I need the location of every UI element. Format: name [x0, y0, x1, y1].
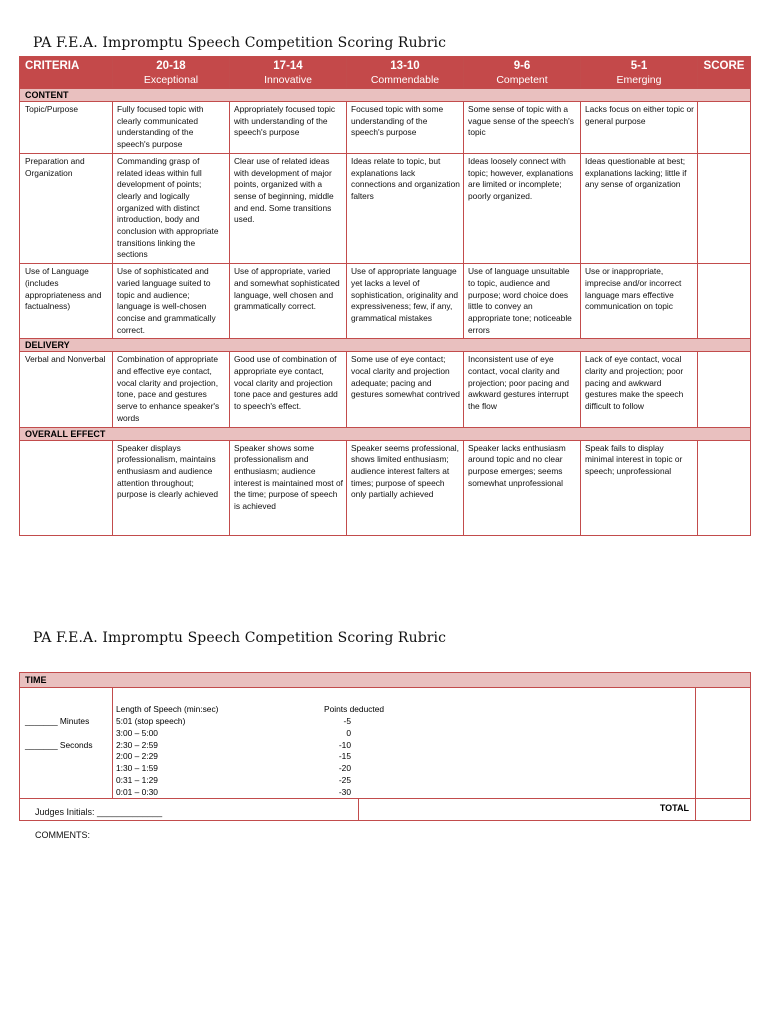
- level-header-2: [230, 57, 347, 89]
- rubric-cell: Use of appropriate language yet lacks a level of sophistication, originality and expressiveness; few, if any, grammatical mistakes: [347, 264, 464, 339]
- rubric-cell: Combination of appropriate and effective eye contact, vocal clarity and projection, tone, pace and gestures serve to enhance speaker's words: [113, 352, 230, 427]
- time-range: 2:00 – 2:29: [116, 751, 158, 762]
- rubric-cell: Lack of eye contact, vocal clarity and projection; poor pacing and awkward gestures make the speech difficult to follow: [581, 352, 698, 427]
- rubric-row-overall: [20, 440, 751, 535]
- rubric-cell: Use of appropriate, varied and somewhat sophisticated language, well chosen and grammatically correct.: [230, 264, 347, 339]
- rubric-cell: Speaker seems professional, shows limited enthusiasm; audience interest falters at times; purpose of speech only partially achieved: [347, 440, 464, 535]
- total-label: TOTAL: [359, 799, 696, 821]
- criterion-label: Preparation and Organization: [20, 153, 113, 263]
- section-row-content: [20, 89, 751, 102]
- level-header-3: [347, 57, 464, 89]
- rubric-cell: Inconsistent use of eye contact, vocal clarity and projection; poor pacing and awkward gestures interrupt the flow: [464, 352, 581, 427]
- time-range: 2:30 – 2:59: [116, 739, 158, 750]
- level-points: 9-6: [513, 60, 531, 72]
- section-row-time: [20, 673, 751, 688]
- level-label: Exceptional: [143, 74, 199, 86]
- rubric-row-verbal: [20, 352, 751, 427]
- rubric-cell: Use of sophisticated and varied language suited to topic and audience; language is well-chosen concise and grammatically correct.: [113, 264, 230, 339]
- comments-label: COMMENTS:: [35, 830, 90, 840]
- criteria-header: CRITERIA: [20, 57, 113, 89]
- page-title-repeat: PA F.E.A. Impromptu Speech Competition Scoring Rubric: [33, 630, 447, 646]
- length-header: Length of Speech (min:sec): [116, 704, 219, 714]
- section-row-delivery: [20, 339, 751, 352]
- rubric-cell: Fully focused topic with clearly communicated understanding of the speech's purpose: [113, 102, 230, 154]
- seconds-blank[interactable]: _______ Seconds: [25, 740, 93, 750]
- rubric-cell: Speaker shows some professionalism and enthusiasm; audience interest is maintained most of the time; purpose of speech is achieved: [230, 440, 347, 535]
- points-deducted: -15: [338, 751, 351, 762]
- rubric-cell: Use or inappropriate, imprecise and/or incorrect language mars effective communication on topic: [581, 264, 698, 339]
- section-label: CONTENT: [20, 89, 751, 102]
- rubric-row-topic: [20, 102, 751, 154]
- rubric-cell: Ideas questionable at best; explanations lacking; little if any sense of organization: [581, 153, 698, 263]
- time-range: 1:30 – 1:59: [116, 763, 158, 774]
- points-deducted: 0: [346, 727, 351, 738]
- total-score-cell[interactable]: [696, 799, 751, 821]
- points-deducted: -5: [343, 716, 351, 726]
- criterion-label: Verbal and Nonverbal: [20, 352, 113, 427]
- judges-initials-field[interactable]: Judges Initials: _____________: [35, 807, 163, 817]
- rubric-cell: Speaker displays professionalism, maintains enthusiasm and audience attention throughout; purpose is clearly achieved: [113, 440, 230, 535]
- level-label: Commendable: [370, 74, 440, 86]
- rubric-row-language: [20, 264, 751, 339]
- level-header-4: [464, 57, 581, 89]
- rubric-cell: Use of language unsuitable to topic, audience and purpose; word choice does little to convey an appropriate tone; noticeable errors: [464, 264, 581, 339]
- level-label: Innovative: [264, 74, 312, 86]
- section-row-overall: [20, 427, 751, 440]
- rubric-cell: Appropriately focused topic with understanding of the speech's purpose: [230, 102, 347, 154]
- scoring-rubric-table: [19, 56, 751, 536]
- level-points: 20-18: [156, 60, 186, 72]
- rubric-cell: Clear use of related ideas with development of major points, organized with a sense of beginning, middle and end. Some transitions used.: [230, 153, 347, 263]
- score-cell[interactable]: [698, 153, 751, 263]
- time-deduction-cell: [113, 688, 696, 799]
- time-label-cell: [20, 688, 113, 799]
- time-body-row: [20, 688, 751, 799]
- page-title: PA F.E.A. Impromptu Speech Competition Scoring Rubric: [33, 35, 447, 51]
- rubric-cell: Ideas relate to topic, but explanations lack connections and organization falters: [347, 153, 464, 263]
- rubric-cell: Commanding grasp of related ideas within full development of points; clearly and logically organized with distinct introduction, body and conclusion with appropriate transitions linking the sections: [113, 153, 230, 263]
- rubric-cell: Speak fails to display minimal interest in topic or speech; unprofessional: [581, 440, 698, 535]
- minutes-blank[interactable]: _______ Minutes: [25, 716, 90, 726]
- points-deducted: -10: [338, 739, 351, 750]
- rubric-cell: Some use of eye contact; vocal clarity and projection adequate; pacing and gestures somewhat contrived: [347, 352, 464, 427]
- points-deducted: -30: [338, 786, 351, 797]
- criterion-label: Topic/Purpose: [20, 102, 113, 154]
- points-header: Points deducted: [324, 704, 385, 714]
- criterion-label: Use of Language (includes appropriateness and factualness): [20, 264, 113, 339]
- score-cell[interactable]: [698, 102, 751, 154]
- level-points: 17-14: [273, 60, 303, 72]
- time-range: 3:00 – 5:00: [116, 727, 158, 738]
- level-points: 5-1: [630, 60, 648, 72]
- score-header: SCORE: [698, 57, 751, 89]
- rubric-header-row: [20, 57, 751, 89]
- criterion-label: [20, 440, 113, 535]
- points-deducted: -20: [338, 763, 351, 774]
- rubric-row-preparation: [20, 153, 751, 263]
- level-label: Competent: [496, 74, 548, 86]
- time-range: 0:31 – 1:29: [116, 775, 158, 785]
- rubric-cell: Lacks focus on either topic or general purpose: [581, 102, 698, 154]
- rubric-cell: Good use of combination of appropriate eye contact, vocal clarity and projection tone pace and gestures add to speech's effect.: [230, 352, 347, 427]
- level-points: 13-10: [390, 60, 420, 72]
- points-deducted: -25: [338, 775, 351, 785]
- time-range: 0:01 – 0:30: [116, 786, 158, 797]
- rubric-cell: Focused topic with some understanding of the speech's purpose: [347, 102, 464, 154]
- time-score-cell[interactable]: [696, 688, 751, 799]
- rubric-cell: Some sense of topic with a vague sense of the speech's topic: [464, 102, 581, 154]
- time-table: [19, 672, 751, 821]
- rubric-cell: Speaker lacks enthusiasm around topic and no clear purpose emerges; seems somewhat unprofessional: [464, 440, 581, 535]
- score-cell[interactable]: [698, 352, 751, 427]
- section-label: DELIVERY: [20, 339, 751, 352]
- section-label: TIME: [20, 673, 751, 688]
- score-cell[interactable]: [698, 264, 751, 339]
- rubric-cell: Ideas loosely connect with topic; however, explanations are limited or incomplete; poorly organized.: [464, 153, 581, 263]
- score-cell[interactable]: [698, 440, 751, 535]
- level-header-5: [581, 57, 698, 89]
- time-range: 5:01 (stop speech): [116, 716, 186, 726]
- level-header-1: [113, 57, 230, 89]
- section-label: OVERALL EFFECT: [20, 427, 751, 440]
- level-label: Emerging: [616, 74, 662, 86]
